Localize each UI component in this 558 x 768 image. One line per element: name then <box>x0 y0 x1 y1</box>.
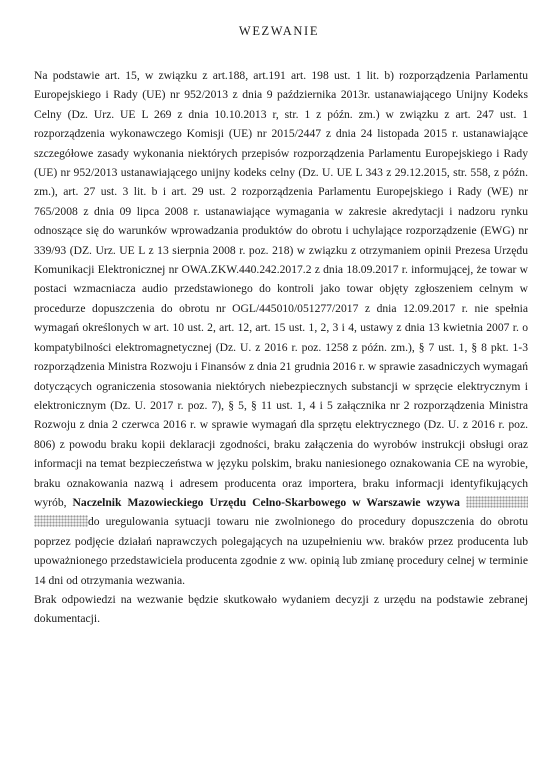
redacted-name <box>466 496 528 508</box>
main-paragraph <box>34 66 528 590</box>
summoning-authority: Naczelnik Mazowieckiego Urzędu Celno-Skarbowego w Warszawie wzywa <box>72 495 460 509</box>
document-body <box>34 66 528 629</box>
closing-paragraph: Brak odpowiedzi na wezwanie będzie skutkowało wydaniem decyzji z urzędu na podstawie zebranej dokumentacji. <box>34 592 528 626</box>
legal-basis-text: Na podstawie art. 15, w związku z art.188, art.191 art. 198 ust. 1 lit. b) rozporządzenia Parlamentu Europejskiego i Rady (UE) nr 952/2013 z dnia 9 października 2013r. ustanawiającego Unijny Kodeks Celny (Dz. Urz. UE L 269 z dnia 10.10.2013 r, str. 1 z późn. zm.) w związku z art. 247 ust. 1 rozporządzenia wykonawczego Komisji (UE) nr 2015/2447 z dnia 24 listopada 2015 r. ustanawiające szczegółowe zasady wykonania niektórych przepisów rozporządzenia Parlamentu Europejskiego i Rady (UE) nr 952/2013 ustanawiającego unijny kodeks celny (Dz. U. UE L 343 z 29.12.2015, str. 558, z późn. zm.), art. 27 ust. 3 lit. b i art. 29 ust. 2 rozporządzenia Parlamentu Europejskiego i Rady (WE) nr 765/2008 z dnia 09 lipca 2008 r. ustanawiające wymagania w zakresie akredytacji i nadzoru rynku odnoszące się do warunków wprowadzania produktów do obrotu i uchylające rozporządzenie (EWG) nr 339/93 (DZ. Urz. UE L z 13 sierpnia 2008 r. poz. 218) w związku z otrzymaniem opinii Prezesa Urzędu Komunikacji Elektronicznej nr OWA.ZKW.440.242.2017.2 z dnia 18.09.2017 r. informującej, że towar w postaci wzmacniacza audio przedstawionego do kontroli jako towar objęty zgłoszeniem celnym w procedurze dopuszczenia do obrotu nr OGL/445010/051277/2017 z dnia 12.09.2017 r. nie spełnia wymagań określonych w art. 10 ust. 2, art. 12, art. 15 ust. 1, 2, 3 i 4, ustawy z dnia 13 kwietnia 2007 r. o kompatybilności elektromagnetycznej (Dz. U. z 2016 r. poz. 1258 z późn. zm.), § 7 ust. 1, § 8 pkt. 1-3 rozporządzenia Ministra Rozwoju i Finansów z dnia 21 grudnia 2016 r. w sprawie zasadniczych wymagań dotyczących ograniczenia stosowania niektórych niebezpiecznych substancji w sprzęcie elektrycznym i elektronicznym (Dz. U. 2017 r. poz. 7), § 5, § 11 ust. 1, 4 i 5 załącznika nr 2 rozporządzenia Ministra Rozwoju z dnia 2 czerwca 2016 r. w sprawie wymagań dla sprzętu elektrycznego (Dz. U. z 2016 r. poz. 806) z powodu braku kopii deklaracji zgodności, braku załączenia do wyrobów instrukcji obsługi oraz informacji na temat bezpieczeństwa w języku polskim, braku naniesionego oznakowania CE na wyrobie, braku oznakowania nazwą i adresem producenta oraz importera, braku informacji identyfikujących wyrób, <box>34 69 528 509</box>
redacted-address <box>34 515 88 527</box>
document-title: WEZWANIE <box>238 24 320 38</box>
summons-text: do uregulowania sytuacji towaru nie zwolnionego do procedury dopuszczenia do obrotu poprzez podjęcie działań naprawczych polegających na uzupełnieniu ww. braków przez producenta lub upoważnionego przedstawiciela producenta zgodnie z ww. opinią lub zmianę procedury celnej w terminie 14 dni od otrzymania wezwania. <box>34 515 528 587</box>
